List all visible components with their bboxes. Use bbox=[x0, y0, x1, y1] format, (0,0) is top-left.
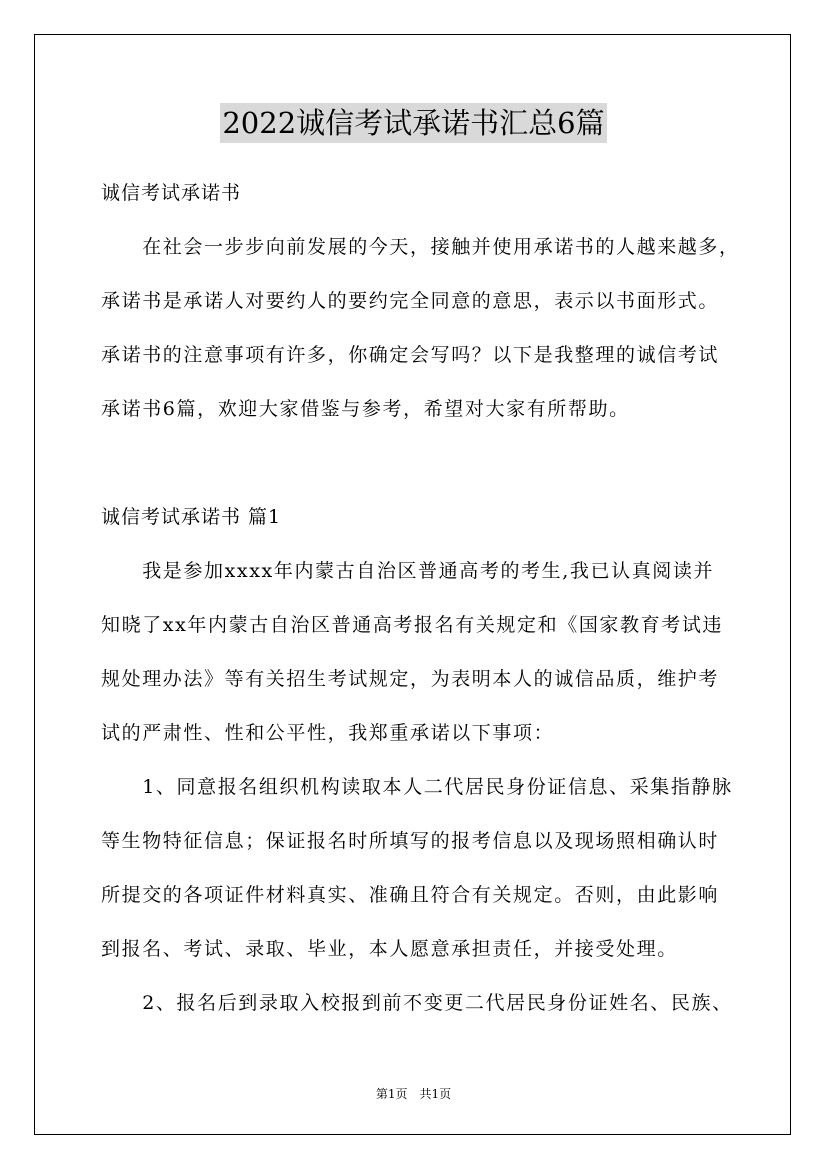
article-heading: 诚信考试承诺书 篇1 bbox=[101, 506, 282, 528]
intro-line-1: 在社会一步步向前发展的今天，接触并使用承诺书的人越来越多， bbox=[101, 236, 740, 258]
body-line-8: 到报名、考试、录取、毕业，本人愿意承担责任，并接受处理。 bbox=[101, 938, 678, 960]
body-line-3: 规处理办法》等有关招生考试规定，为表明本人的诚信品质，维护考 bbox=[101, 668, 720, 690]
body-line-2: 知晓了xx年内蒙古自治区普通高考报名有关规定和《国家教育考试违 bbox=[101, 614, 724, 636]
body-line-9: 2、报名后到录取入校报到前不变更二代居民身份证姓名、民族、 bbox=[101, 992, 733, 1014]
document-title: 2022诚信考试承诺书汇总6篇 bbox=[220, 103, 606, 143]
title-wrap bbox=[0, 103, 827, 143]
section-heading: 诚信考试承诺书 bbox=[101, 182, 242, 204]
body-line-4: 试的严肃性、性和公平性，我郑重承诺以下事项： bbox=[101, 722, 555, 744]
intro-line-2: 承诺书是承诺人对要约人的要约完全同意的意思，表示以书面形式。 bbox=[101, 290, 720, 312]
body-line-1: 我是参加xxxx年内蒙古自治区普通高考的考生,我已认真阅读并 bbox=[101, 560, 715, 582]
body-line-7: 所提交的各项证件材料真实、准确且符合有关规定。否则，由此影响 bbox=[101, 884, 720, 906]
body-line-5: 1、同意报名组织机构读取本人二代居民身份证信息、采集指静脉 bbox=[101, 776, 733, 798]
page-footer: 第1页 共1页 bbox=[375, 1087, 452, 1101]
intro-line-3: 承诺书的注意事项有许多，你确定会写吗？以下是我整理的诚信考试 bbox=[101, 344, 720, 366]
intro-line-4: 承诺书6篇，欢迎大家借鉴与参考，希望对大家有所帮助。 bbox=[101, 398, 630, 420]
body-line-6: 等生物特征信息；保证报名时所填写的报考信息以及现场照相确认时 bbox=[101, 830, 720, 852]
